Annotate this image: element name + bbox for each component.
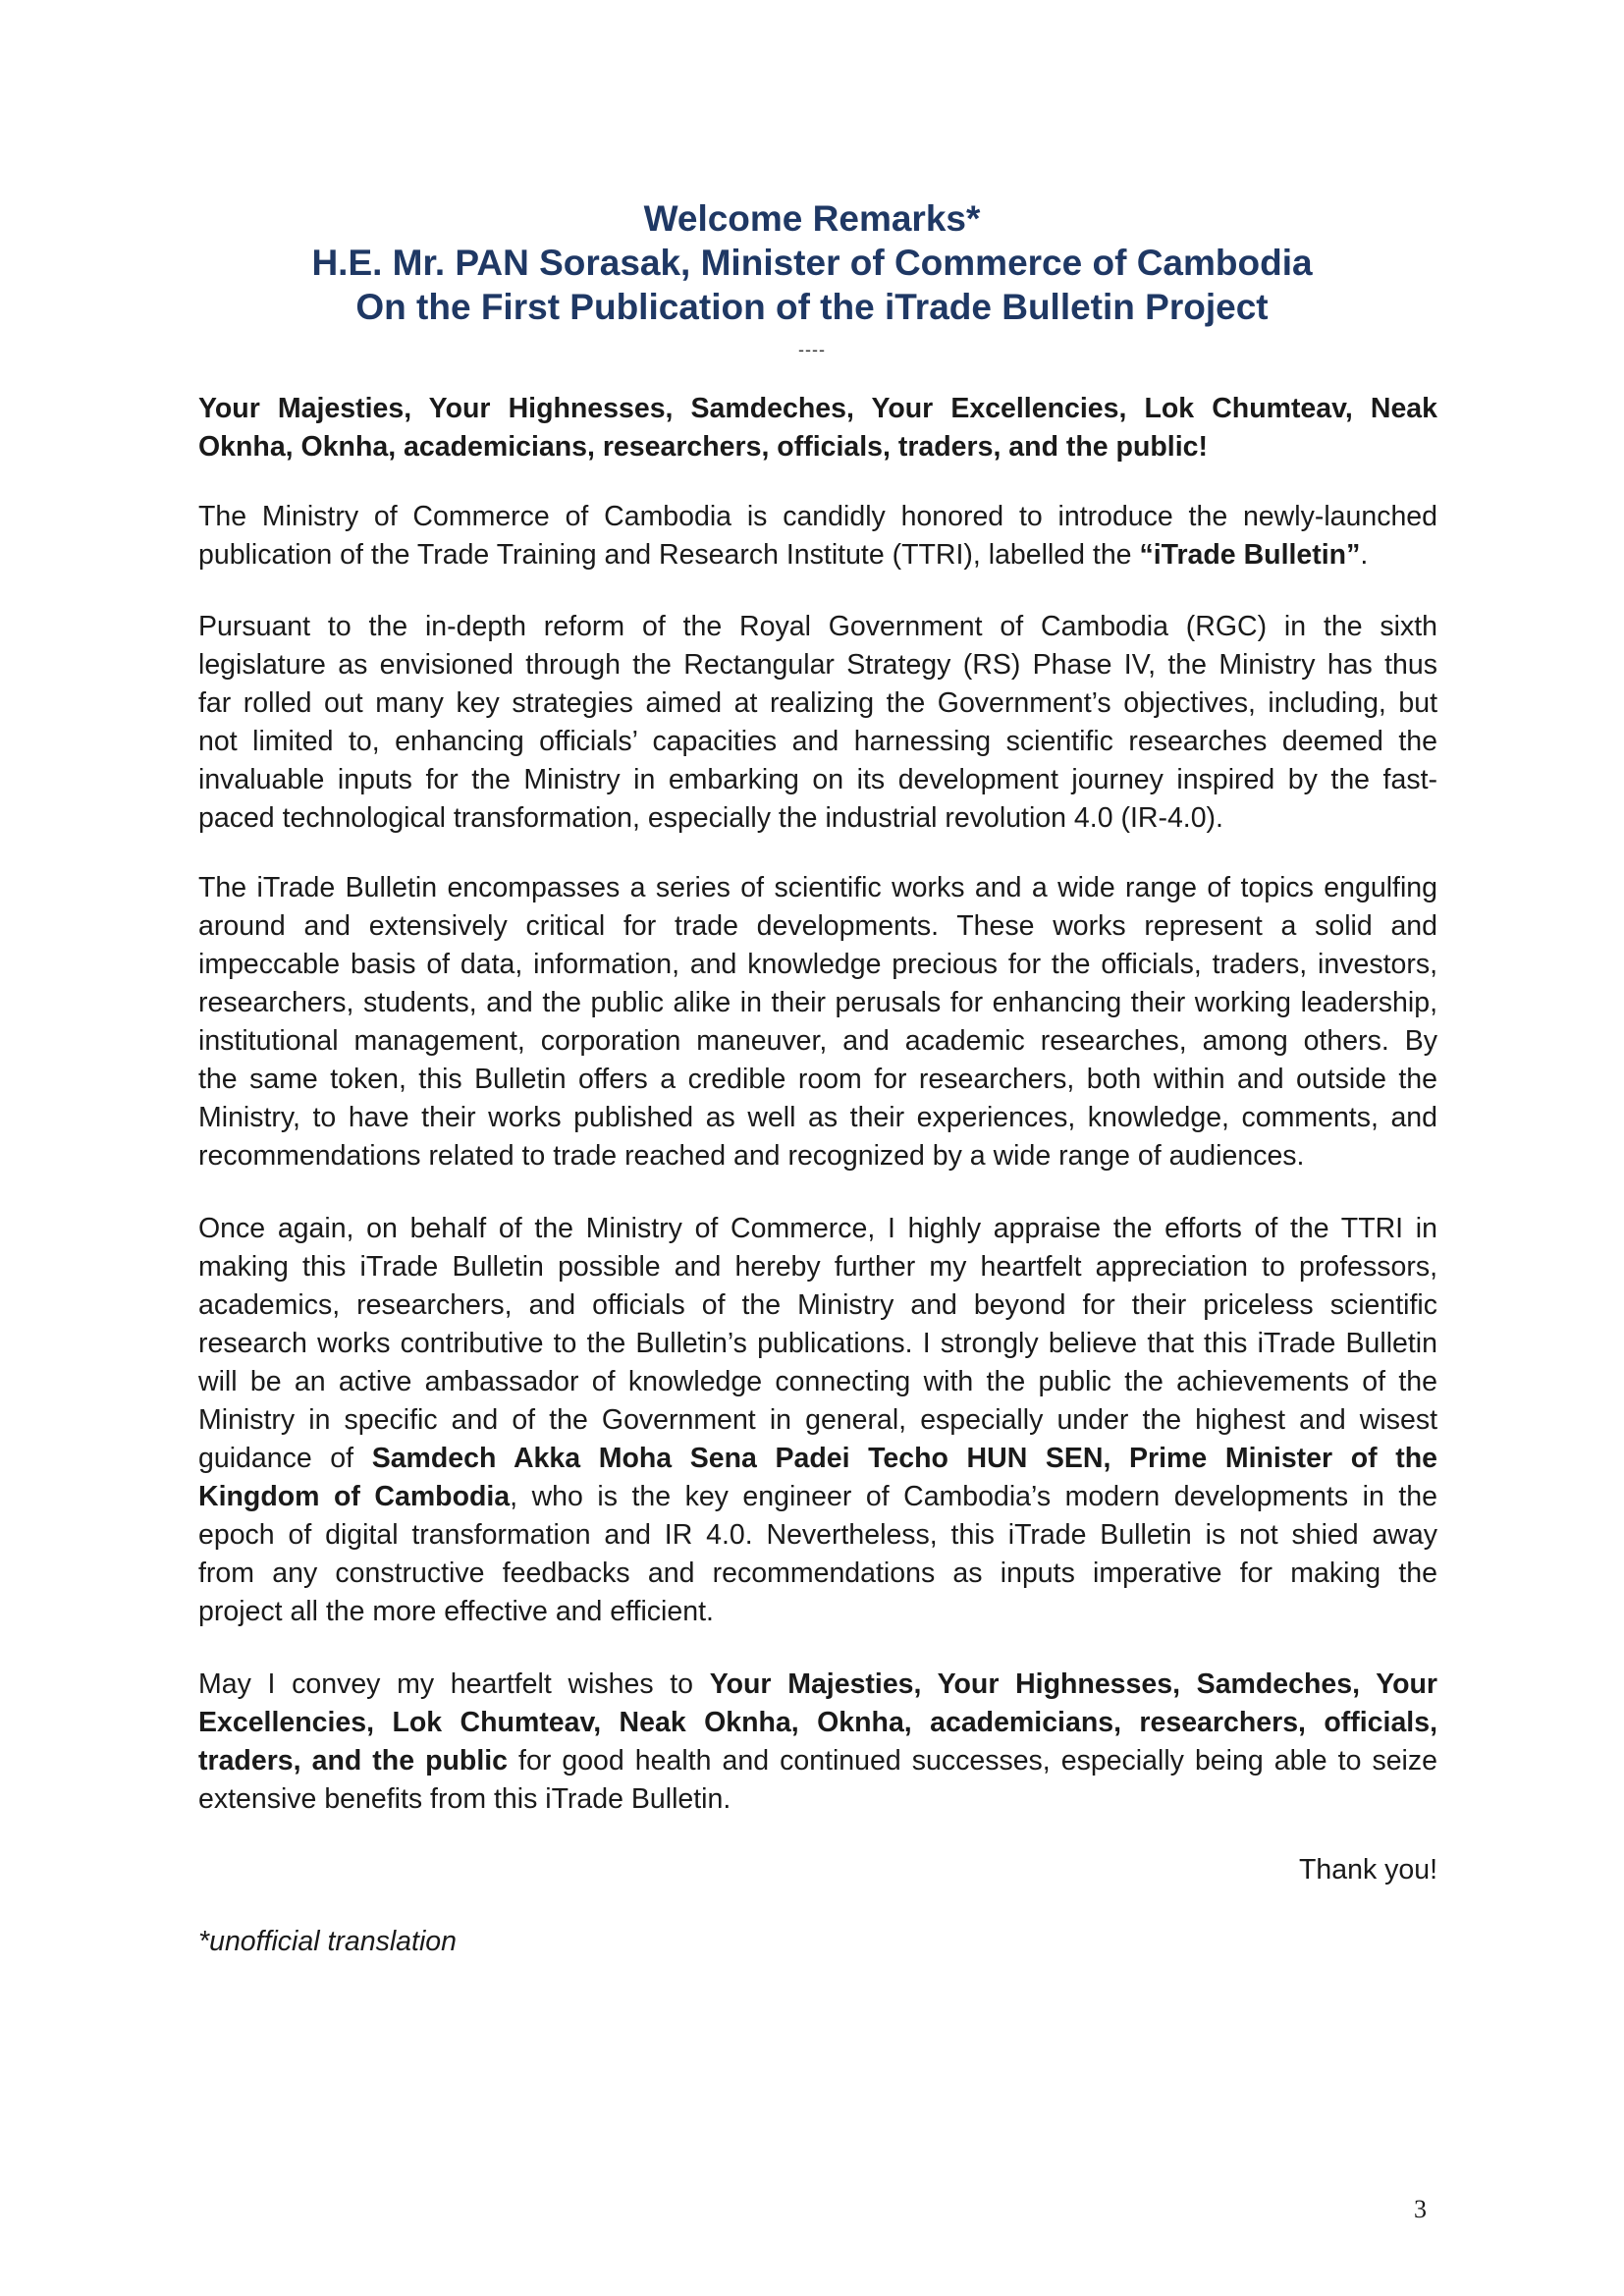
reform-paragraph: Pursuant to the in-depth reform of the Royal Government of Cambodia (RGC) in the sixth legislature as envisioned through the Rectangular Strategy (RS) Phase IV, the Ministry has thus far rolled out many key strategies aimed at realizing the Government’s objectives, including, but not limited to, enhancing officials’ capacities and harnessing scientific researches deemed the invaluable inputs for the Ministry in embarking on its development journey inspired by the fast- paced technological transformation, especially the industrial revolution 4.0 (IR-4.0). (198, 611, 1437, 834)
salutation-paragraph: Your Majesties, Your Highnesses, Samdeches, Your Excellencies, Lok Chumteav, Neak Oknha, Oknha, academicians, researchers, officials, traders, and the public! (198, 393, 1437, 463)
bulletin-paragraph: The iTrade Bulletin encompasses a series of scientific works and a wide range of topics engulfing around and extensively critical for trade developments. These works represent a solid and impeccable basis of data, information, and knowledge precious for the officials, traders, investors, researchers, students, and the public alike in their perusals for enhancing their working leadership, institutional management, corporation maneuver, and academic researches, among others. By the same token, this Bulletin offers a credible room for researchers, both within and outside the Ministry, to have their works published as well as their experiences, knowledge, comments, and recommendations related to trade reached and recognized by a wide range of audiences. (198, 872, 1437, 1172)
footnote: *unofficial translation (198, 1926, 457, 1957)
appreciation-paragraph: Once again, on behalf of the Ministry of Commerce, I highly appraise the efforts of the TTRI in making this iTrade Bulletin possible and hereby further my heartfelt appreciation to professors, academics, researchers, and officials of the Ministry and beyond for their priceless scientific research works contributive to the Bulletin’s publications. I strongly believe that this iTrade Bulletin will be an active ambassador of knowledge connecting with the public the achievements of the Ministry in specific and of the Government in general, especially under the highest and wisest guidance of Samdech Akka Moha Sena Padei Techo HUN SEN, Prime Minister of the Kingdom of Cambodia, who is the key engineer of Cambodia’s modern developments in the epoch of digital transformation and IR 4.0. Nevertheless, this iTrade Bulletin is not shied away from any constructive feedbacks and recommendations as inputs imperative for making the project all the more effective and efficient. (198, 1213, 1437, 1627)
title-separator: ---- (798, 340, 826, 359)
title-line-2: H.E. Mr. PAN Sorasak, Minister of Commerce of Cambodia (311, 243, 1313, 283)
intro-paragraph: The Ministry of Commerce of Cambodia is candidly honored to introduce the newly-launched publication of the Trade Training and Research Institute (TTRI), labelled the “iTrade Bulletin”. (198, 501, 1437, 571)
wishes-paragraph: May I convey my heartfelt wishes to Your Majesties, Your Highnesses, Samdeches, Your Excellencies, Lok Chumteav, Neak Oknha, Oknha, academicians, researchers, officials, traders, and the public for good health and continued successes, especially being able to seize extensive benefits from this iTrade Bulletin. (198, 1668, 1437, 1815)
title-line-3: On the First Publication of the iTrade Bulletin Project (355, 287, 1269, 327)
title-line-1: Welcome Remarks* (643, 198, 981, 239)
page-number: 3 (1414, 2195, 1427, 2223)
page-title (0, 196, 1624, 329)
closing-text: Thank you! (1299, 1854, 1437, 1886)
